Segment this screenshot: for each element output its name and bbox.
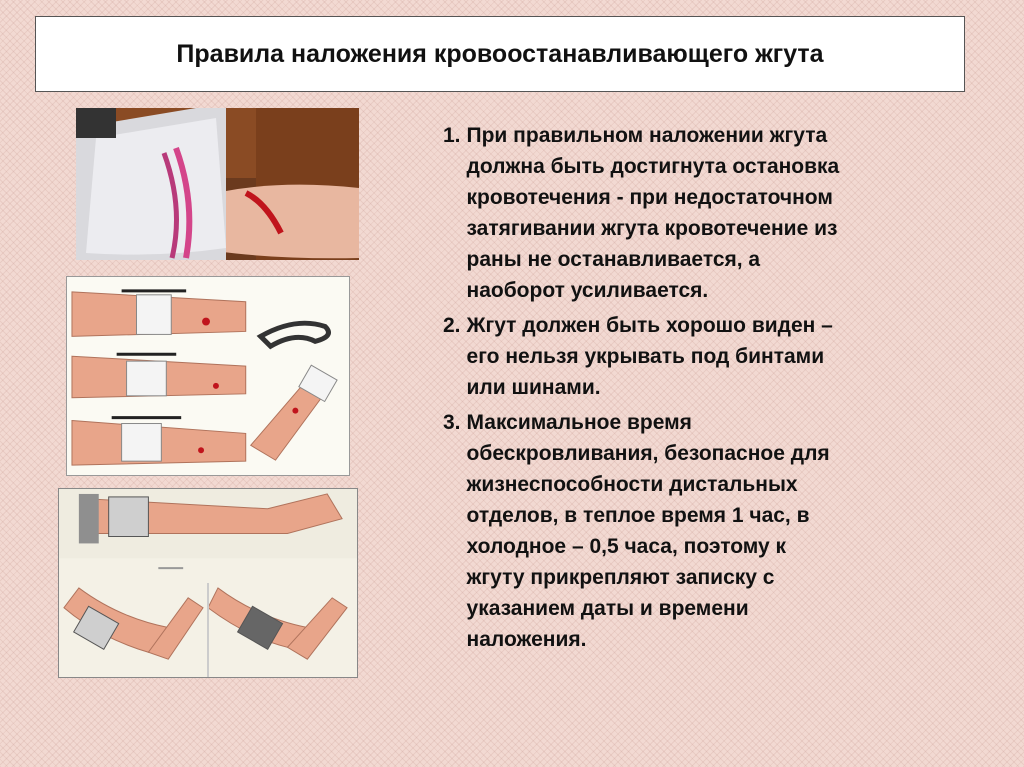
rule-line: Жгут должен быть хорошо виден – [466,314,833,337]
rule-text [461,120,1003,306]
rule-number: 2. [443,314,461,337]
limb-tourniquet-drawing [58,488,358,678]
page-title: Правила наложения кровоостанавливающего жгута [176,39,824,68]
rule-line: должна быть достигнута остановка [466,155,840,178]
rule-line: обескровливания, безопасное для [466,442,830,465]
rule-line: указанием даты и времени [466,597,749,620]
rule-line: или шинами. [466,376,601,399]
rule-item [443,407,1003,655]
rule-line: холодное – 0,5 часа, поэтому к [466,535,787,558]
rule-line: раны не останавливается, а [466,248,761,271]
rule-item [443,120,1003,306]
rule-line: отделов, в теплое время 1 час, в [466,504,810,527]
twist-tourniquet-drawing [66,276,350,476]
rule-line: наоборот усиливается. [466,279,709,302]
rule-line: кровотечения - при недостаточном [466,186,833,209]
rule-line: Максимальное время [466,411,692,434]
rule-text [461,407,1003,655]
rule-text [461,310,1003,403]
rule-line: При правильном наложении жгута [466,124,828,147]
rule-line: жизнеспособности дистальных [466,473,798,496]
rule-line: затягивании жгута кровотечение из [466,217,838,240]
rule-item [443,310,1003,403]
rule-number: 1. [443,124,461,147]
title-box [35,16,965,92]
tourniquet-photo [76,108,359,260]
rules-list [443,120,1003,659]
rule-line: его нельзя укрывать под бинтами [466,345,825,368]
rule-line: наложения. [466,628,587,651]
rule-number: 3. [443,411,461,434]
rule-line: жгуту прикрепляют записку с [466,566,775,589]
